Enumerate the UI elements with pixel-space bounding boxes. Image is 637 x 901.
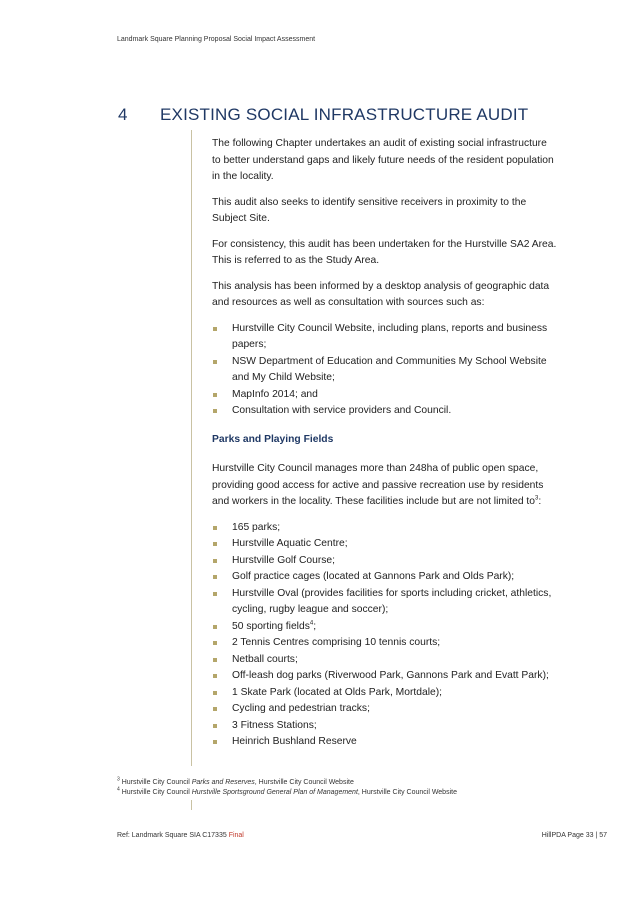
- sources-list: [212, 321, 557, 420]
- bullet-icon: [213, 592, 217, 596]
- bullet-icon: [213, 658, 217, 662]
- list-item: Off-leash dog parks (Riverwood Park, Gannons Park and Evatt Park);: [212, 668, 557, 685]
- bullet-icon: [213, 641, 217, 645]
- bullet-icon: [213, 360, 217, 364]
- footnote-3: $^3$ Hurstville City Council Parks and Reserves, Hurstville City Council Website: [117, 776, 354, 786]
- footnotes: [117, 778, 457, 798]
- margin-rule: [191, 130, 192, 766]
- list-item: Hurstville City Council Website, including plans, reports and business papers;: [212, 321, 557, 354]
- list-item: Golf practice cages (located at Gannons Park and Olds Park);: [212, 569, 557, 586]
- bullet-icon: [213, 327, 217, 331]
- list-item: Netball courts;: [212, 652, 557, 669]
- list-item: 1 Skate Park (located at Olds Park, Mortdale);: [212, 685, 557, 702]
- section-heading: Parks and Playing Fields: [212, 433, 334, 445]
- list-item: 2 Tennis Centres comprising 10 tennis courts;: [212, 635, 557, 652]
- bullet-icon: [213, 707, 217, 711]
- bullet-icon: [213, 409, 217, 413]
- bullet-icon: [213, 526, 217, 530]
- footnote-ref: 4: [309, 620, 314, 627]
- chapter-title: EXISTING SOCIAL INFRASTRUCTURE AUDIT: [160, 105, 529, 124]
- list-item: 50 sporting fields$^4$;: [212, 619, 557, 636]
- list-item: Heinrich Bushland Reserve: [212, 734, 557, 751]
- list-item: 3 Fitness Stations;: [212, 718, 557, 735]
- list-item: NSW Department of Education and Communities My School Website and My Child Website;: [212, 354, 557, 387]
- paragraph: This analysis has been informed by a desktop analysis of geographic data and resources as well as consultation with sources such as:: [212, 280, 550, 308]
- facilities-list: [212, 520, 557, 751]
- chapter-number: 4: [118, 105, 128, 124]
- status-label: Final: [228, 832, 244, 839]
- paragraph: For consistency, this audit has been undertaken for the Hurstville SA2 Area. This is referred to as the Study Area.: [212, 238, 557, 266]
- list-item: 165 parks;: [212, 520, 557, 537]
- list-item: Cycling and pedestrian tracks;: [212, 701, 557, 718]
- bullet-icon: [213, 559, 217, 563]
- bullet-icon: [213, 724, 217, 728]
- list-item: Consultation with service providers and Council.: [212, 403, 557, 420]
- footnote-ref: 3: [535, 495, 539, 502]
- paragraph: Hurstville City Council manages more than 248ha of public open space, providing good access for active and passive recreation use by residents and workers in the locality. These facilities include but are not limited $to^3$:: [212, 463, 544, 507]
- chapter-body: [212, 136, 557, 760]
- page-number: HillPDA Page 33 | 57: [541, 832, 607, 839]
- list-item: Hurstville Aquatic Centre;: [212, 536, 557, 553]
- bullet-icon: [213, 674, 217, 678]
- bullet-icon: [213, 575, 217, 579]
- bullet-icon: [213, 542, 217, 546]
- bullet-icon: [213, 691, 217, 695]
- paragraph: This audit also seeks to identify sensitive receivers in proximity to the Subject Site.: [212, 196, 527, 224]
- list-item: MapInfo 2014; and: [212, 387, 557, 404]
- bullet-icon: [213, 625, 217, 629]
- list-item: Hurstville Golf Course;: [212, 553, 557, 570]
- running-header: Landmark Square Planning Proposal Social Impact Assessment: [117, 36, 316, 43]
- paragraph: The following Chapter undertakes an audit of existing social infrastructure to better understand gaps and likely future needs of the resident population in the locality.: [212, 138, 554, 182]
- footnote-4: $^4$ Hurstville City Council Hurstville Sportsground General Plan of Management, Hurstville City Council Website: [117, 786, 457, 796]
- list-item: Hurstville Oval (provides facilities for sports including cricket, athletics, cycling, rugby league and soccer);: [212, 586, 557, 619]
- footer-reference: Ref: Landmark Square SIA C17335 Final: [117, 832, 244, 839]
- margin-rule-footnote: [191, 800, 192, 810]
- bullet-icon: [213, 740, 217, 744]
- bullet-icon: [213, 393, 217, 397]
